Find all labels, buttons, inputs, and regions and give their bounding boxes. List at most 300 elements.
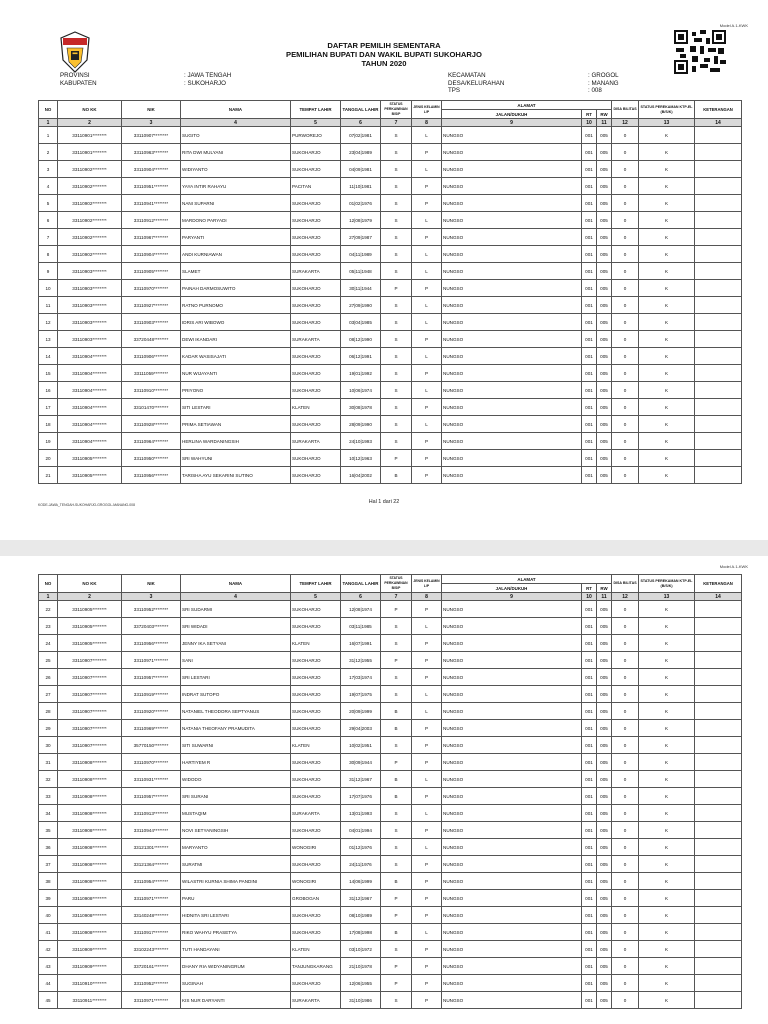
table-cell [695, 839, 742, 856]
table-cell [695, 907, 742, 924]
table-cell: 001 [582, 924, 597, 941]
table-cell [695, 958, 742, 975]
table-cell: P [412, 941, 442, 958]
table-row [39, 399, 742, 416]
table-cell: SUKOHARJO [291, 924, 341, 941]
table-cell: 0 [612, 467, 639, 484]
table-cell: 19|01|1992 [341, 365, 381, 382]
table-cell: K [639, 805, 695, 822]
table-cell: 0 [612, 941, 639, 958]
table-cell: L [412, 924, 442, 941]
title-line-3: TAHUN 2020 [361, 59, 407, 69]
table-cell: K [639, 720, 695, 737]
table-cell: 36 [39, 839, 58, 856]
table-cell: 005 [597, 669, 612, 686]
table-cell: K [639, 416, 695, 433]
table-cell: 005 [597, 958, 612, 975]
table-row [39, 348, 742, 365]
table-cell: P [412, 652, 442, 669]
table-cell: 33110908******** [58, 924, 122, 941]
table-cell: S [381, 161, 412, 178]
table-cell: 001 [582, 467, 597, 484]
table-cell: KLATEN [291, 941, 341, 958]
table-cell: S [381, 263, 412, 280]
table-cell: SURAKARTA [291, 805, 341, 822]
table-cell: K [639, 873, 695, 890]
table-cell: 33110911******** [58, 992, 122, 1009]
table-cell: 001 [582, 686, 597, 703]
table-cell: L [412, 771, 442, 788]
table-cell: TUTI HANDAYANI [181, 941, 291, 958]
table-cell: 0 [612, 127, 639, 144]
table-cell: P [412, 975, 442, 992]
table-cell: B [381, 720, 412, 737]
table-cell: 005 [597, 365, 612, 382]
table-row [39, 754, 742, 771]
table-cell: 17|08|1998 [341, 924, 381, 941]
table-cell: 27 [39, 686, 58, 703]
table-cell: SUKOHARJO [291, 161, 341, 178]
table-cell: 01|02|1976 [341, 195, 381, 212]
table-row [39, 467, 742, 484]
header-jalan: JALAN/DUKUH [442, 584, 582, 593]
table-cell: 33720448******** [122, 331, 181, 348]
table-cell [695, 737, 742, 754]
table-cell: 0 [612, 737, 639, 754]
table-cell: 33110931******** [122, 771, 181, 788]
table-cell: PRIMA SETIAWAN [181, 416, 291, 433]
table-cell: 6 [39, 212, 58, 229]
table-row [39, 601, 742, 618]
table-cell: L [412, 686, 442, 703]
table-cell: IDRIS ARI WIBOWO [181, 314, 291, 331]
table-cell: 21 [39, 467, 58, 484]
table-cell: 33110905******** [122, 263, 181, 280]
table-cell: 33111059******** [122, 365, 181, 382]
page-number: Hal 1 dari 22 [368, 499, 400, 505]
column-number: 6 [341, 119, 381, 127]
table-row [39, 195, 742, 212]
table-cell: K [639, 601, 695, 618]
table-row [39, 771, 742, 788]
table-cell: 001 [582, 669, 597, 686]
table-cell: NUNGSO [442, 839, 582, 856]
info-label: KECAMATAN [448, 72, 486, 79]
table-cell: SRI WIDADI [181, 618, 291, 635]
table-row [39, 822, 742, 839]
header-rt: RT [582, 584, 597, 593]
table-cell: 0 [612, 195, 639, 212]
table-cell: 005 [597, 703, 612, 720]
table-cell: 0 [612, 703, 639, 720]
table-cell: SUKOHARJO [291, 382, 341, 399]
document-title [0, 41, 768, 69]
column-number: 2 [58, 593, 122, 601]
table-cell [695, 618, 742, 635]
table-cell: K [639, 992, 695, 1009]
table-cell: K [639, 618, 695, 635]
table-cell: P [412, 788, 442, 805]
table-cell: S [381, 669, 412, 686]
table-cell [695, 212, 742, 229]
table-cell [695, 195, 742, 212]
table-cell: 005 [597, 720, 612, 737]
table-cell: K [639, 314, 695, 331]
table-cell: SRI SURANI [181, 788, 291, 805]
table-cell: 33110904******** [58, 433, 122, 450]
table-cell: 33110970******** [122, 754, 181, 771]
table-cell: 005 [597, 246, 612, 263]
table-cell: P [412, 669, 442, 686]
table-cell: 001 [582, 399, 597, 416]
table-cell: K [639, 331, 695, 348]
header-keterangan: KETERANGAN [695, 575, 742, 593]
table-row [39, 924, 742, 941]
table-cell: 005 [597, 992, 612, 1009]
table-cell [695, 161, 742, 178]
table-cell: KLATEN [291, 399, 341, 416]
table-cell [695, 433, 742, 450]
table-cell: P [412, 601, 442, 618]
table-cell: 0 [612, 720, 639, 737]
table-cell: 41 [39, 924, 58, 941]
table-cell: NUNGSO [442, 856, 582, 873]
column-number: 4 [181, 593, 291, 601]
table-cell: 3 [39, 161, 58, 178]
table-cell: SUKOHARJO [291, 856, 341, 873]
table-cell: SUKOHARJO [291, 703, 341, 720]
table-cell: 001 [582, 890, 597, 907]
table-cell: B [381, 924, 412, 941]
table-cell: 30|11|1944 [341, 280, 381, 297]
table-cell: 001 [582, 178, 597, 195]
table-cell: 33110956******** [122, 635, 181, 652]
table-cell: SUKOHARJO [291, 229, 341, 246]
table-cell: 1 [39, 127, 58, 144]
table-cell: 23|04|1989 [341, 144, 381, 161]
table-cell: 0 [612, 280, 639, 297]
table-cell: 33110920******** [122, 703, 181, 720]
table-cell: 0 [612, 890, 639, 907]
table-cell: 33110952******** [122, 601, 181, 618]
table-cell: L [412, 127, 442, 144]
table-cell: S [381, 365, 412, 382]
table-cell: 03|11|1985 [341, 618, 381, 635]
table-cell: 20|09|1999 [341, 703, 381, 720]
table-cell: 005 [597, 890, 612, 907]
table-row [39, 839, 742, 856]
footer-code: KODE-JAWA_TENGAH-SUKOHARJO-GROGOL-MANANG-008 [38, 503, 135, 507]
table-cell [695, 144, 742, 161]
table-cell: 0 [612, 331, 639, 348]
table-cell: 33110903******** [58, 331, 122, 348]
table-cell: 001 [582, 839, 597, 856]
table-cell: 005 [597, 686, 612, 703]
table-cell: 33110905******** [58, 618, 122, 635]
table-cell: NUNGSO [442, 669, 582, 686]
table-cell: K [639, 365, 695, 382]
table-cell: 005 [597, 839, 612, 856]
info-value: : SUKOHARJO [184, 79, 226, 87]
table-cell: K [639, 178, 695, 195]
table-cell: 005 [597, 263, 612, 280]
table-cell: P [412, 229, 442, 246]
table-cell: K [639, 737, 695, 754]
table-cell: NUNGSO [442, 314, 582, 331]
table-cell: NUNGSO [442, 737, 582, 754]
table-cell: S [381, 839, 412, 856]
table-cell: 0 [612, 433, 639, 450]
column-number: 1 [39, 593, 58, 601]
table-cell: P [412, 365, 442, 382]
header-nik: NIK [122, 101, 181, 119]
table-cell: 001 [582, 601, 597, 618]
table-cell: 001 [582, 280, 597, 297]
table-cell: 33110912******** [122, 212, 181, 229]
table-cell: 005 [597, 975, 612, 992]
table-cell: 001 [582, 263, 597, 280]
table-row [39, 873, 742, 890]
table-cell: 001 [582, 941, 597, 958]
table-cell: SANI [181, 652, 291, 669]
table-cell: L [412, 297, 442, 314]
column-number: 12 [612, 119, 639, 127]
table-cell: L [412, 416, 442, 433]
table-cell: P [412, 856, 442, 873]
table-cell: 16|04|2002 [341, 467, 381, 484]
table-cell: 33101470******** [122, 399, 181, 416]
column-number: 14 [695, 119, 742, 127]
table-cell [695, 601, 742, 618]
table-cell: 06|12|1991 [341, 348, 381, 365]
table-cell: 33110957******** [122, 669, 181, 686]
column-number: 10 [582, 119, 597, 127]
table-cell: 005 [597, 433, 612, 450]
table-cell: 39 [39, 890, 58, 907]
table-cell: SUKOHARJO [291, 975, 341, 992]
table-cell: 0 [612, 771, 639, 788]
table-cell: SUKOHARJO [291, 212, 341, 229]
table-row [39, 958, 742, 975]
table-cell [695, 822, 742, 839]
table-cell: NUNGSO [442, 873, 582, 890]
table-cell: NUNGSO [442, 703, 582, 720]
table-row [39, 416, 742, 433]
table-cell [695, 263, 742, 280]
table-cell: P [381, 975, 412, 992]
table-row [39, 127, 742, 144]
table-cell: NUNGSO [442, 127, 582, 144]
table-cell: NUR WIJAYANTI [181, 365, 291, 382]
table-cell: 15 [39, 365, 58, 382]
table-cell: L [412, 805, 442, 822]
table-cell: 04|09|1981 [341, 161, 381, 178]
table-cell: 0 [612, 924, 639, 941]
table-cell [695, 669, 742, 686]
table-cell: S [381, 246, 412, 263]
table-cell: 33110954******** [122, 873, 181, 890]
table-cell: S [381, 127, 412, 144]
table-cell: 005 [597, 907, 612, 924]
table-cell: 33110963******** [122, 144, 181, 161]
table-cell: 005 [597, 618, 612, 635]
info-value: : MANANG [588, 79, 619, 87]
table-cell: NUNGSO [442, 686, 582, 703]
table-cell: 7 [39, 229, 58, 246]
table-cell: 001 [582, 652, 597, 669]
table-row [39, 635, 742, 652]
table-cell: 33110913******** [122, 805, 181, 822]
table-cell: 0 [612, 958, 639, 975]
table-cell: 005 [597, 652, 612, 669]
table-cell: SUGITO [181, 127, 291, 144]
table-cell: 33110902******** [58, 229, 122, 246]
table-cell: WILASTRI KURNIA SHIMA PANDINI [181, 873, 291, 890]
table-cell: S [381, 635, 412, 652]
table-row [39, 941, 742, 958]
table-cell: K [639, 246, 695, 263]
table-cell: 05|11|1948 [341, 263, 381, 280]
table-cell: 0 [612, 297, 639, 314]
table-cell: P [412, 737, 442, 754]
table-cell: SUKOHARJO [291, 618, 341, 635]
table-cell: 10|06|1974 [341, 382, 381, 399]
table-cell: 37 [39, 856, 58, 873]
table-cell [695, 399, 742, 416]
header-alamat: ALAMAT [442, 575, 612, 584]
table-cell: SUKOHARJO [291, 822, 341, 839]
table-cell: P [412, 433, 442, 450]
table-cell: 001 [582, 788, 597, 805]
table-cell: P [412, 467, 442, 484]
table-cell [695, 467, 742, 484]
column-number: 3 [122, 593, 181, 601]
table-cell [695, 416, 742, 433]
table-cell: 27|09|1990 [341, 297, 381, 314]
info-label: DESA/KELURAHAN [448, 79, 505, 87]
table-cell: S [381, 144, 412, 161]
table-cell: SUKOHARJO [291, 669, 341, 686]
table-cell: 33110910******** [58, 975, 122, 992]
table-row [39, 144, 742, 161]
table-cell: 001 [582, 416, 597, 433]
table-row [39, 669, 742, 686]
table-cell: 001 [582, 348, 597, 365]
table-row [39, 720, 742, 737]
table-cell: 33110910******** [122, 382, 181, 399]
table-row [39, 280, 742, 297]
table-cell: HARTIYEM R [181, 754, 291, 771]
table-cell [695, 450, 742, 467]
table-cell: P [381, 280, 412, 297]
table-cell: RATNO PURNOMO [181, 297, 291, 314]
table-cell: 0 [612, 618, 639, 635]
table-cell: NUNGSO [442, 805, 582, 822]
table-cell [695, 652, 742, 669]
table-cell: ANDI KURNIAWAN [181, 246, 291, 263]
table-cell: P [412, 178, 442, 195]
table-cell: P [412, 635, 442, 652]
table-row [39, 737, 742, 754]
table-cell [695, 754, 742, 771]
table-cell: MARDONO PARYADI [181, 212, 291, 229]
table-cell: K [639, 263, 695, 280]
table-cell: L [412, 348, 442, 365]
table-cell: SRI SUDARMI [181, 601, 291, 618]
table-cell: K [639, 195, 695, 212]
table-cell: 33110903******** [58, 280, 122, 297]
table-cell: 32 [39, 771, 58, 788]
table-cell: 0 [612, 263, 639, 280]
table-cell [695, 788, 742, 805]
table-cell: K [639, 433, 695, 450]
table-cell: 005 [597, 195, 612, 212]
table-cell: 0 [612, 907, 639, 924]
table-cell: P [381, 754, 412, 771]
column-number: 13 [639, 119, 695, 127]
header-status-ktp: STATUS PEREKAMAN KTP-EL (B/S/K) [639, 101, 695, 119]
table-cell: NUNGSO [442, 280, 582, 297]
table-cell: 33110907******** [122, 127, 181, 144]
header-status-perkawinan: STATUS PERKAWINAN B/S/P [381, 575, 412, 593]
table-cell: K [639, 703, 695, 720]
table-cell: 005 [597, 941, 612, 958]
column-number: 14 [695, 593, 742, 601]
table-cell: SITI SUWARNI [181, 737, 291, 754]
table-cell: SURATMI [181, 856, 291, 873]
table-cell: 0 [612, 399, 639, 416]
table-cell: 33110904******** [58, 365, 122, 382]
table-cell: 33110904******** [122, 246, 181, 263]
table-row [39, 297, 742, 314]
column-number: 8 [412, 593, 442, 601]
table-cell: 33102243******** [122, 941, 181, 958]
table-cell: NUNGSO [442, 467, 582, 484]
table-row [39, 433, 742, 450]
table-cell: SITI LESTARI [181, 399, 291, 416]
table-cell: 005 [597, 822, 612, 839]
table-cell [695, 941, 742, 958]
table-cell: 33110919******** [122, 686, 181, 703]
table-cell: 0 [612, 635, 639, 652]
table-cell: P [412, 992, 442, 1009]
table-cell: KIS NUR DARYANTI [181, 992, 291, 1009]
table-cell: 005 [597, 144, 612, 161]
table-cell: 0 [612, 382, 639, 399]
table-cell: 33110970******** [122, 280, 181, 297]
table-cell: NUNGSO [442, 450, 582, 467]
table-cell: 005 [597, 754, 612, 771]
table-row [39, 686, 742, 703]
table-cell: 0 [612, 873, 639, 890]
table-cell: 0 [612, 601, 639, 618]
table-cell: 11|10|1981 [341, 178, 381, 195]
table-cell: NUNGSO [442, 365, 582, 382]
column-number: 5 [291, 119, 341, 127]
header-status-perkawinan: STATUS PERKAWINAN B/S/P [381, 101, 412, 119]
table-cell: P [381, 907, 412, 924]
column-number: 12 [612, 593, 639, 601]
table-cell: P [412, 450, 442, 467]
table-cell: RIKO WAHYU PRASETYA [181, 924, 291, 941]
table-cell: L [412, 246, 442, 263]
table-cell: B [381, 873, 412, 890]
info-right [448, 72, 619, 95]
table-cell: 10 [39, 280, 58, 297]
table-cell: 33110903******** [58, 297, 122, 314]
table-cell: PAINAH DARMOSUWITO [181, 280, 291, 297]
table-cell: 001 [582, 229, 597, 246]
